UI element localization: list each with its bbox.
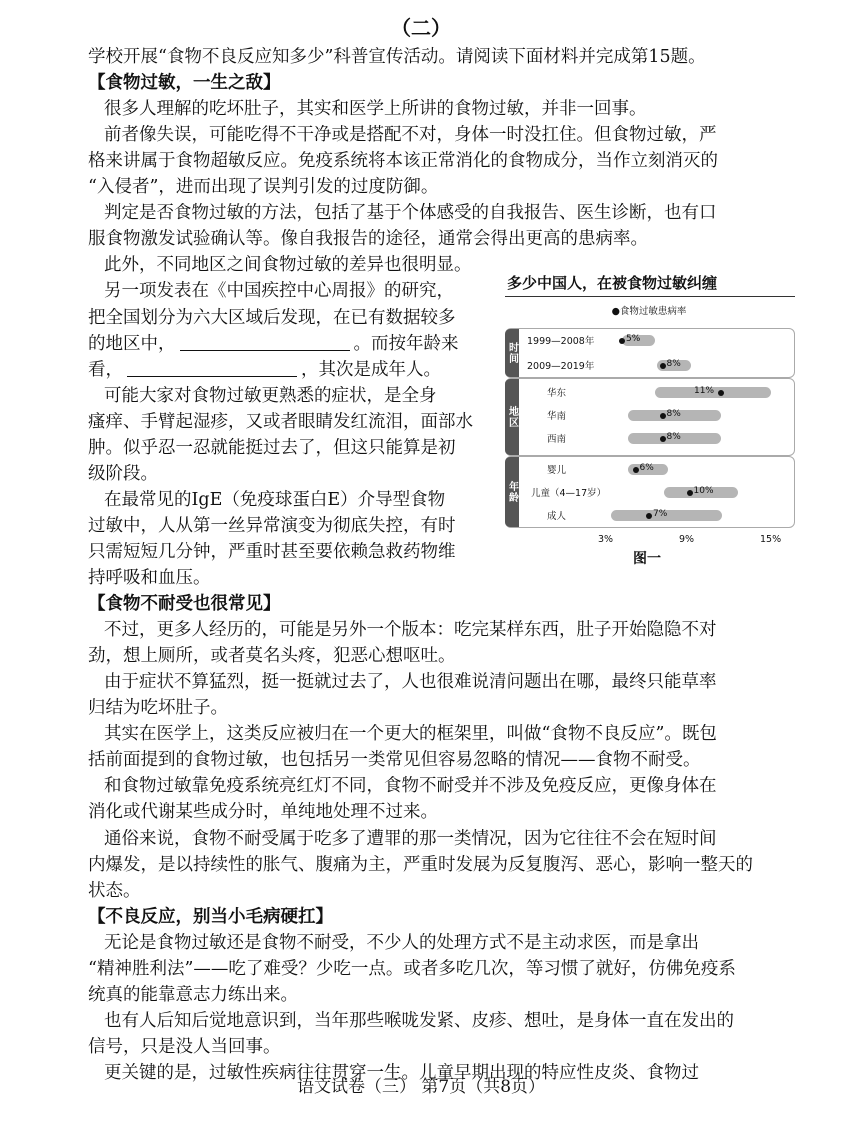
- text-line: [104, 252, 472, 278]
- chart-point: [718, 390, 724, 396]
- text-line: [104, 930, 699, 956]
- text-line-content: 级阶段。: [88, 463, 158, 484]
- text-line: [88, 513, 456, 539]
- chart-data-label: 5%: [626, 334, 641, 344]
- text-line-content: 通俗来说，食物不耐受属于吃多了遭罪的那一类情况，因为它往往不会在短时间: [104, 828, 717, 849]
- text-line: [88, 1034, 281, 1060]
- chart-data-label: 7%: [653, 509, 668, 519]
- text-line-content: 【不良反应，别当小毛病硬扛】: [88, 906, 333, 927]
- text-line: [104, 617, 717, 643]
- text-line-content: 学校开展“食物不良反应知多少”科普宣传活动。请阅读下面材料并完成第15题。: [88, 47, 706, 67]
- chart-point: [660, 413, 666, 419]
- chart-category-label: 成人: [547, 511, 567, 522]
- chart-data-label: 10%: [693, 486, 714, 496]
- text-line-content: 把全国划分为六大区域后发现，在已有数据较多: [88, 307, 456, 328]
- text-line: [88, 878, 141, 904]
- section-title: （二）: [391, 16, 451, 40]
- chart-legend-text: ●食物过敏患病率: [611, 306, 687, 317]
- chart-point: [646, 513, 652, 519]
- text-line: [104, 1008, 734, 1034]
- text-line-content: 只需短短几分钟，严重时甚至要依赖急救药物维: [88, 541, 456, 562]
- chart-point: [660, 436, 666, 442]
- text-line: [104, 278, 454, 304]
- text-line: [88, 409, 473, 435]
- text-line-content: 肿。似乎忍一忍就能挺过去了，但这只能算是初: [88, 437, 456, 458]
- text-line: [104, 200, 717, 226]
- text-line: [104, 721, 717, 747]
- chart-category-label: 西南: [547, 434, 567, 445]
- text-line: [104, 773, 717, 799]
- chart-data-label: 6%: [639, 463, 654, 473]
- text-line-content: 判定是否食物过敏的方法，包括了基于个体感受的自我报告、医生诊断，也有口: [104, 203, 717, 224]
- section-heading: [88, 904, 333, 930]
- text-line: [88, 747, 701, 773]
- text-line-content: 【食物不耐受也很常见】: [88, 594, 281, 615]
- text-line-content: 可能大家对食物过敏更熟悉的症状，是全身: [104, 385, 437, 406]
- text-line-content: 持呼吸和血压。: [88, 568, 211, 588]
- text-line-content: 无论是食物过敏还是食物不耐受，不少人的处理方式不是主动求医，而是拿出: [104, 932, 699, 953]
- chart-point: [619, 338, 625, 344]
- text-line: [104, 383, 437, 409]
- chart-tick-label: 15%: [760, 534, 782, 545]
- text-line-content: 其实在医学上，这类反应被归在一个更大的框架里，叫做“食物不良反应”。既包: [104, 724, 717, 745]
- text-line-content: 看，: [88, 359, 123, 380]
- text-line: [104, 669, 717, 695]
- text-line: [88, 435, 456, 461]
- figure-chart: [503, 272, 795, 572]
- text-line: [88, 357, 441, 383]
- text-line-content: 的地区中，: [88, 333, 176, 354]
- chart-category-label: 华东: [547, 388, 567, 399]
- text-line: [88, 982, 298, 1008]
- text-line-content: 。而按年龄来: [353, 333, 459, 354]
- text-line: [88, 565, 211, 591]
- text-line: [88, 539, 456, 565]
- text-line-content: “精神胜利法”——吃了难受？少吃一点。或者多吃几次，等习惯了就好，仿佛免疫系: [88, 958, 736, 979]
- chart-point: [633, 467, 639, 473]
- text-line-content: 状态。: [88, 880, 141, 901]
- chart-category-label: 婴儿: [547, 465, 567, 476]
- chart-tick-label: 9%: [679, 534, 695, 545]
- section-heading: [88, 70, 281, 96]
- text-line-content: 消化或代谢某些成分时，单纯地处理不过来。: [88, 802, 438, 823]
- chart-category-label: 1999—2008年: [527, 336, 595, 347]
- text-line: [88, 461, 158, 487]
- text-line-content: 很多人理解的吃坏肚子，其实和医学上所讲的食物过敏，并非一回事。: [104, 99, 647, 120]
- chart-group-label: 时间: [505, 329, 519, 377]
- text-line: [88, 695, 228, 721]
- text-line-content: 也有人后知后觉地意识到，当年那些喉咙发紧、皮疹、想吐，是身体一直在发出的: [104, 1010, 734, 1031]
- chart-tick-label: 3%: [598, 534, 614, 545]
- chart-data-label: 8%: [666, 432, 681, 442]
- text-line: [88, 643, 456, 669]
- text-line-content: 此外，不同地区之间食物过敏的差异也很明显。: [104, 255, 472, 276]
- figure-caption: 图一: [633, 551, 661, 567]
- text-line-content: 括前面提到的食物过敏，也包括另一类常见但容易忽略的情况——食物不耐受。: [88, 750, 701, 771]
- text-line-content: 归结为吃坏肚子。: [88, 698, 228, 719]
- text-line: [88, 852, 753, 878]
- text-line-content: 另一项发表在《中国疾控中心周报》的研究，: [104, 281, 454, 302]
- text-line-content: “入侵者”，进而出现了误判引发的过度防御。: [88, 177, 439, 198]
- text-line: [88, 44, 706, 70]
- chart-data-label: 8%: [666, 359, 681, 369]
- text-line: [104, 826, 717, 852]
- text-line-content: 在最常见的IgE（免疫球蛋白E）介导型食物: [104, 489, 446, 510]
- chart-data-label: 11%: [694, 386, 715, 396]
- text-line: [88, 799, 438, 825]
- text-line: [104, 96, 647, 122]
- text-line-content: 劲，想上厕所，或者莫名头疼，犯恶心想呕吐。: [88, 646, 456, 667]
- text-line: [88, 174, 438, 200]
- chart-data-label: 8%: [666, 409, 681, 419]
- chart-category-label: 2009—2019年: [527, 361, 595, 372]
- text-line-content: 信号，只是没人当回事。: [88, 1036, 281, 1057]
- answer-blank[interactable]: [180, 332, 350, 351]
- text-line-content: 统真的能靠意志力练出来。: [88, 984, 298, 1005]
- text-line-content: 内爆发，是以持续性的胀气、腹痛为主，严重时发展为反复腹泻、恶心，影响一整天的: [88, 854, 753, 875]
- chart-category-label: 华南: [547, 411, 567, 422]
- section-heading: [88, 591, 281, 617]
- text-line-content: 不过，更多人经历的，可能是另外一个版本：吃完某样东西，肚子开始隐隐不对: [104, 620, 717, 641]
- text-line: [104, 122, 717, 148]
- text-line-content: 【食物过敏，一生之敌】: [88, 73, 281, 94]
- text-line-content: 由于症状不算猛烈，挺一挺就过去了，人也很难说清问题出在哪，最终只能草率: [104, 672, 717, 693]
- chart-group-label: 地区: [505, 379, 519, 455]
- text-line: [88, 148, 718, 174]
- text-line-content: 格来讲属于食物超敏反应。免疫系统将本该正常消化的食物成分，当作立刻消灭的: [88, 151, 718, 172]
- text-line-content: 瘙痒、手臂起湿疹，又或者眼睛发红流泪，面部水: [88, 411, 473, 432]
- text-line: [88, 226, 648, 252]
- text-line-content: ，其次是成年人。: [301, 359, 441, 380]
- chart-title-rule: [505, 296, 795, 297]
- chart-group-label: 年龄: [505, 457, 519, 527]
- text-line: [104, 487, 445, 513]
- text-line: [88, 956, 736, 982]
- text-line-content: 前者像失误，可能吃得不干净或是搭配不对，身体一时没扛住。但食物过敏，严: [104, 125, 717, 146]
- text-line-content: 过敏中，人从第一丝异常演变为彻底失控，有时: [88, 515, 456, 536]
- chart-legend: [503, 303, 795, 317]
- chart-title: 多少中国人，在被食物过敏纠缠: [507, 274, 718, 292]
- text-line: [88, 331, 459, 357]
- chart-category-label: 儿童（4—17岁）: [531, 488, 607, 499]
- text-line-content: 更关键的是，过敏性疾病往往贯穿一生。儿童早期出现的特应性皮炎、食物过: [104, 1062, 699, 1083]
- text-line: [88, 305, 456, 331]
- text-line-content: 和食物过敏靠免疫系统亮红灯不同，食物不耐受并不涉及免疫反应，更像身体在: [104, 776, 717, 797]
- page-footer: 语文试卷（三） 第7页（共8页）: [296, 1077, 546, 1097]
- chart-point: [687, 490, 693, 496]
- chart-point: [660, 363, 666, 369]
- answer-blank[interactable]: [127, 358, 297, 377]
- text-line-content: 服食物激发试验确认等。像自我报告的途径，通常会得出更高的患病率。: [88, 229, 648, 250]
